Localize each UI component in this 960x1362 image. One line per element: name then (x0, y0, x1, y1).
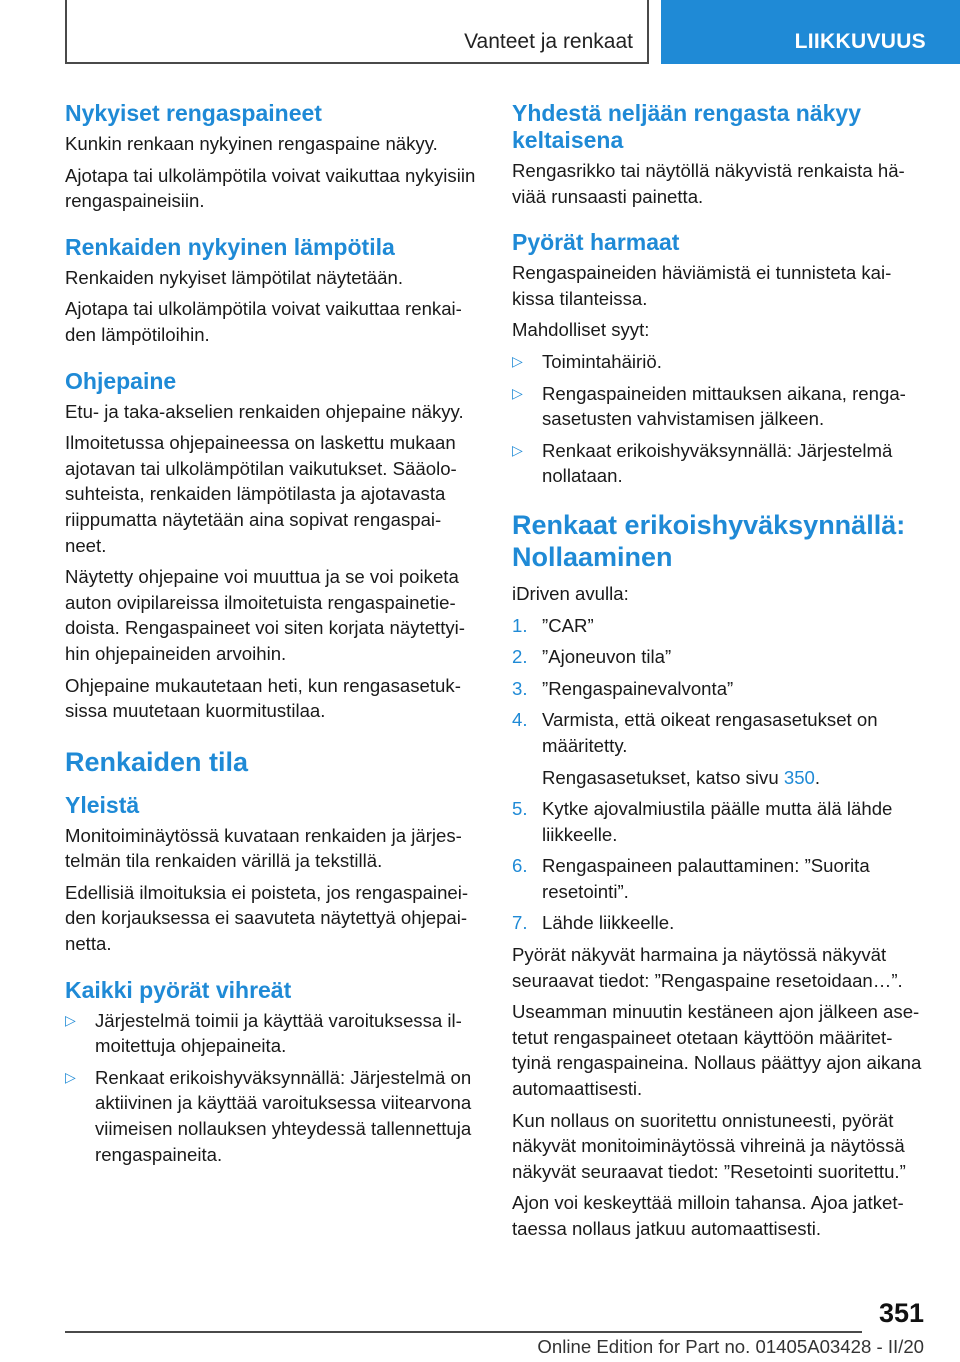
paragraph: Rengaspaineiden häviämistä ei tunnisteta kai- kissa tilanteissa. (512, 262, 892, 309)
list-item: ▷ Toimintahäiriö. (512, 349, 932, 375)
paragraph: Kun nollaus on suoritettu onnistuneesti, pyörät näkyvät monitoiminäytössä vihreinä ja näytössä näkyvät seuraavat tiedot: ”Resetointi suoritettu.” (512, 1109, 906, 1182)
page-link-350[interactable]: 350 (783, 766, 815, 788)
step-item: 3. ”Rengaspainevalvonta” (512, 676, 932, 702)
heading-all-green: Kaikki pyörät vihreät (65, 976, 292, 1003)
heading-general: Yleistä (65, 791, 140, 818)
list-item: ▷ Renkaat erikoishyväksynnällä: Järjestelmä on aktiivinen ja käyttää varoituksessa viitearvona viimeisen nollauksen yhteydessä tallennettuja rengaspaineita. (65, 1066, 472, 1165)
step-number: 3. (512, 677, 528, 699)
steps-list (512, 613, 932, 759)
footer-divider (65, 1331, 862, 1333)
triangle-bullet-icon: ▷ (512, 384, 523, 401)
step-number: 6. (512, 855, 528, 877)
heading-tire-status: Renkaiden tila (65, 746, 249, 777)
paragraph: Useamman minuutin kestäneen ajon jälkeen ase- tetut rengaspaineet otetaan käyttöön määritet- tyinä rengaspaineina. Nollaus päättyy ajon aikana automaattisesti. (512, 1001, 922, 1100)
step-item: 7. Lähde liikkeelle. (512, 910, 932, 936)
list-item: ▷ Järjestelmä toimii ja käyttää varoituksessa il- moitettuja ohjepaineita. (65, 1009, 462, 1057)
footer-edition: Online Edition for Part no. 01405A03428 - II/20 (537, 1336, 924, 1357)
reference-text: Rengasasetukset, katso sivu (542, 766, 784, 788)
heading-target-pressure: Ohjepaine (65, 367, 177, 394)
paragraph: Renkaiden nykyiset lämpötilat näytetään. (65, 266, 403, 288)
triangle-bullet-icon: ▷ (65, 1068, 76, 1085)
bullet-list-green (65, 1008, 485, 1168)
bullet-list-grey (512, 349, 932, 489)
steps-list-continued (512, 796, 932, 936)
triangle-bullet-icon: ▷ (512, 441, 523, 458)
paragraph: Ajotapa tai ulkolämpötila voivat vaikuttaa nykyisiin rengaspaineisiin. (65, 164, 476, 212)
header-section-label: LIIKKUVUUS (794, 30, 926, 53)
heading-reset: Renkaat erikoishyväksynnällä: Nollaaminen (512, 509, 906, 572)
step-number: 1. (512, 614, 528, 636)
paragraph: Etu- ja taka-akselien renkaiden ohjepaine näkyy. (65, 400, 464, 422)
triangle-bullet-icon: ▷ (65, 1011, 76, 1028)
heading-current-pressure: Nykyiset rengaspaineet (65, 100, 322, 126)
header-title: Vanteet ja renkaat (464, 30, 633, 53)
step-item: 5. Kytke ajovalmiustila päälle mutta älä lähde liikkeelle. (512, 798, 893, 845)
paragraph: iDriven avulla: (512, 582, 629, 604)
paragraph: Rengasrikko tai näytöllä näkyvistä renkaista hä- viää runsaasti painetta. (512, 160, 905, 207)
step-item: 6. Rengaspaineen palauttaminen: ”Suorita resetointi”. (512, 855, 870, 902)
triangle-bullet-icon: ▷ (512, 352, 523, 369)
step-number: 7. (512, 912, 528, 934)
paragraph: Pyörät näkyvät harmaina ja näytössä näkyvät seuraavat tiedot: ”Rengaspaine resetoidaan…”. (512, 944, 903, 991)
page-number: 351 (878, 1298, 924, 1328)
paragraph: Edellisiä ilmoituksia ei poisteta, jos rengaspainei- den korjauksessa ei saavuteta näytettyä ohjepai- netta. (65, 881, 469, 955)
paragraph: Kunkin renkaan nykyinen rengaspaine näkyy. (65, 133, 438, 154)
right-column (512, 100, 932, 1248)
step-item: 4. Varmista, että oikeat rengasasetukset on määritetty. (512, 709, 878, 756)
paragraph: Monitoiminäytössä kuvataan renkaiden ja järjes- telmän tila renkaiden värillä ja tekstillä. (65, 824, 462, 872)
header-title-box (65, 0, 649, 64)
heading-tire-temperature: Renkaiden nykyinen lämpötila (65, 233, 395, 260)
step-number: 2. (512, 646, 528, 668)
header-section-tab (661, 0, 960, 64)
paragraph: Mahdolliset syyt: (512, 319, 650, 341)
step-number: 4. (512, 709, 528, 731)
list-item: ▷ Renkaat erikoishyväksynnällä: Järjestelmä nollataan. (512, 439, 893, 487)
paragraph: Ajon voi keskeyttää milloin tahansa. Ajoa jatket- taessa nollaus jatkuu automaattisesti. (512, 1192, 904, 1239)
paragraph: Näytetty ohjepaine voi muuttua ja se voi poiketa auton ovipilareissa ilmoitetuista rengaspainetie- doista. Rengaspaineet voi siten korjata näytettyi- hin ohjepaineiden arvoihin. (65, 566, 465, 664)
paragraph: Ajotapa tai ulkolämpötila voivat vaikuttaa renkai- den lämpötiloihin. (65, 298, 462, 345)
list-item: ▷ Rengaspaineiden mittauksen aikana, renga- sasetusten vahvistamisen jälkeen. (512, 382, 906, 430)
step-item: 2. ”Ajoneuvon tila” (512, 644, 932, 670)
paragraph: Ilmoitetussa ohjepaineessa on laskettu mukaan ajotavan tai ulkolämpötilan vaikutukset. Sääolo- suhteista, renkaiden lämpötilasta ja ajotavasta riippumatta näytetään aina sopivat rengaspai- neet. (65, 432, 457, 556)
heading-yellow-tires: Yhdestä neljään rengasta näkyy keltaisena (512, 100, 861, 153)
reference-end: . (814, 766, 821, 788)
step-4-reference (512, 765, 932, 791)
paragraph: Ohjepaine mukautetaan heti, kun rengasasetuk- sissa muutetaan kuormitustilaa. (65, 674, 461, 722)
left-column (65, 100, 485, 1173)
step-item: 1. ”CAR” (512, 613, 932, 639)
step-number: 5. (512, 798, 528, 820)
heading-grey-tires: Pyörät harmaat (512, 229, 680, 256)
